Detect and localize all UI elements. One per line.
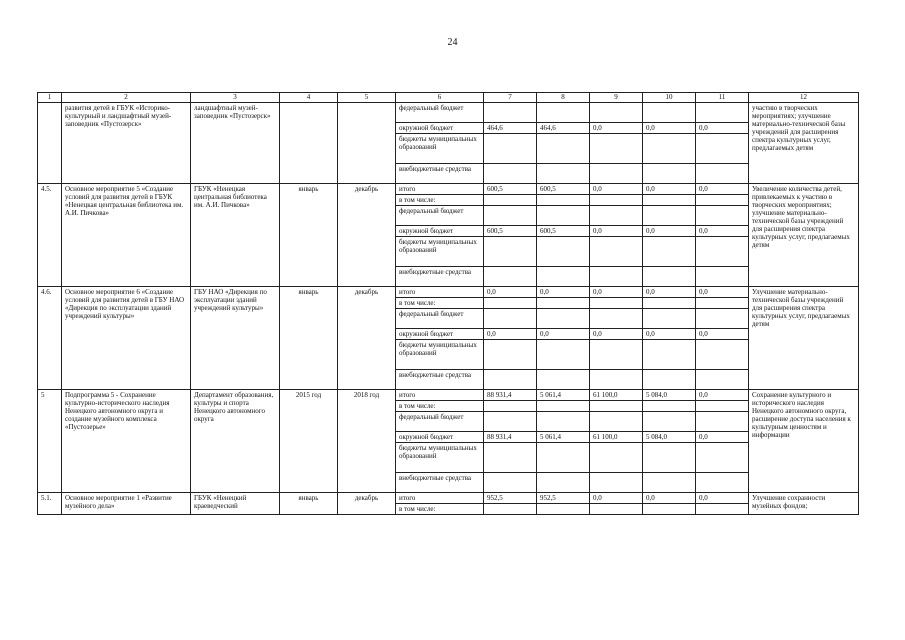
amount-cell-11 [696, 443, 749, 473]
amount-cell-10 [643, 237, 696, 267]
amount-cell-10 [643, 103, 696, 123]
block-col5: 2018 год [338, 390, 396, 493]
amount-cell-10 [643, 443, 696, 473]
block-col4: январь [280, 287, 338, 390]
amount-cell-10: 0,0 [643, 123, 696, 134]
amount-cell-11: 0,0 [696, 123, 749, 134]
amount-cell-11 [696, 401, 749, 412]
amount-cell-9 [590, 237, 643, 267]
header-cell-4: 4 [280, 93, 338, 103]
header-cell-1: 1 [38, 93, 62, 103]
amount-cell-7: 0,0 [484, 329, 537, 340]
block-col2: Основное мероприятие 6 «Создание условий для развития детей в ГБУ НАО «Дирекция по эксплуатации зданий учреждений культуры» [62, 287, 191, 390]
amount-cell-11: 0,0 [696, 493, 749, 504]
amount-cell-11 [696, 309, 749, 329]
funding-source: окружной бюджет [396, 226, 484, 237]
funding-source: федеральный бюджет [396, 206, 484, 226]
amount-cell-7 [484, 504, 537, 515]
amount-cell-7 [484, 340, 537, 370]
table-row [38, 493, 859, 504]
block-result: участию в творческих мероприятиях; улучшение материально-технической базы учреждений для расширения спектра культурных услуг, предлагаемых детям [749, 103, 859, 184]
header-cell-9: 9 [590, 93, 643, 103]
header-cell-3: 3 [191, 93, 280, 103]
amount-cell-8 [537, 412, 590, 432]
amount-cell-8 [537, 103, 590, 123]
amount-cell-7: 600,5 [484, 184, 537, 195]
block-col2: Подпрограмма 5 - Сохранение культурно-исторического наследия Ненецкого автономного округа и создание музейного комплекса «Пустозерье» [62, 390, 191, 493]
amount-cell-8 [537, 340, 590, 370]
amount-cell-7 [484, 206, 537, 226]
amount-cell-10 [643, 298, 696, 309]
amount-cell-8 [537, 206, 590, 226]
header-cell-10: 10 [643, 93, 696, 103]
amount-cell-10 [643, 164, 696, 184]
header-row [38, 93, 859, 103]
header-cell-5: 5 [338, 93, 396, 103]
block-result: Улучшение материально-технической базы учреждений для расширения спектра культурных услуг, предлагаемых детям [749, 287, 859, 390]
amount-cell-8 [537, 309, 590, 329]
block-col3: ГБУ НАО «Дирекция по эксплуатации зданий учреждений культуры» [191, 287, 280, 390]
amount-cell-11 [696, 370, 749, 390]
funding-source: в том числе: [396, 298, 484, 309]
funding-source: в том числе: [396, 401, 484, 412]
amount-cell-9 [590, 267, 643, 287]
amount-cell-10: 0,0 [643, 287, 696, 298]
amount-cell-10 [643, 206, 696, 226]
amount-cell-9 [590, 504, 643, 515]
amount-cell-9 [590, 370, 643, 390]
amount-cell-8: 952,5 [537, 493, 590, 504]
amount-cell-8: 5 061,4 [537, 390, 590, 401]
block-result: Сохранение культурного и исторического наследия Ненецкого автономного округа, расширение доступа населения к культурным ценностям и информации [749, 390, 859, 493]
block-col4: 2015 год [280, 390, 338, 493]
amount-cell-10: 0,0 [643, 184, 696, 195]
amount-cell-9 [590, 443, 643, 473]
amount-cell-11: 0,0 [696, 432, 749, 443]
block-col4: январь [280, 184, 338, 287]
amount-cell-9 [590, 164, 643, 184]
amount-cell-7: 88 931,4 [484, 432, 537, 443]
table-row [38, 103, 859, 123]
block-col1: 5 [38, 390, 62, 493]
amount-cell-9 [590, 401, 643, 412]
amount-cell-10 [643, 195, 696, 206]
block-result: Улучшение сохранности музейных фондов; [749, 493, 859, 515]
funding-source: в том числе: [396, 195, 484, 206]
amount-cell-7 [484, 134, 537, 164]
block-col3: ландшафтный музей-заповедник «Пустозерск» [191, 103, 280, 184]
funding-source: окружной бюджет [396, 432, 484, 443]
amount-cell-8 [537, 164, 590, 184]
block-col4 [280, 103, 338, 184]
amount-cell-10 [643, 340, 696, 370]
funding-source: внебюджетные средства [396, 164, 484, 184]
table-row [38, 287, 859, 298]
header-cell-6: 6 [396, 93, 484, 103]
amount-cell-7: 0,0 [484, 287, 537, 298]
block-col2: развития детей в ГБУК «Историко-культурный и ландшафтный музей-заповедник «Пустозерск» [62, 103, 191, 184]
amount-cell-7 [484, 237, 537, 267]
amount-cell-9 [590, 298, 643, 309]
amount-cell-9 [590, 340, 643, 370]
funding-source: итого [396, 287, 484, 298]
amount-cell-10 [643, 267, 696, 287]
block-result: Увеличение количества детей, привлекаемых к участию в творческих мероприятиях; улучшение материально-технической базы учреждений для расширения спектра культурных услуг, предлагаемых детям [749, 184, 859, 287]
funding-source: внебюджетные средства [396, 267, 484, 287]
header-cell-7: 7 [484, 93, 537, 103]
amount-cell-9: 0,0 [590, 226, 643, 237]
block-col5: декабрь [338, 493, 396, 515]
funding-source: итого [396, 390, 484, 401]
amount-cell-8: 600,5 [537, 226, 590, 237]
amount-cell-10: 5 084,0 [643, 390, 696, 401]
amount-cell-10 [643, 134, 696, 164]
amount-cell-10 [643, 412, 696, 432]
amount-cell-9: 0,0 [590, 287, 643, 298]
block-col4: январь [280, 493, 338, 515]
amount-cell-10 [643, 309, 696, 329]
amount-cell-7: 464,6 [484, 123, 537, 134]
funding-source: окружной бюджет [396, 123, 484, 134]
amount-cell-9: 0,0 [590, 493, 643, 504]
amount-cell-8 [537, 370, 590, 390]
amount-cell-8: 0,0 [537, 287, 590, 298]
amount-cell-8: 600,5 [537, 184, 590, 195]
block-col3: ГБУК «Ненецкая центральная библиотека им. А.И. Пичкова» [191, 184, 280, 287]
amount-cell-11 [696, 340, 749, 370]
funding-source: в том числе: [396, 504, 484, 515]
amount-cell-11 [696, 412, 749, 432]
table-row [38, 184, 859, 195]
funding-source: федеральный бюджет [396, 103, 484, 123]
amount-cell-7 [484, 298, 537, 309]
amount-cell-9 [590, 309, 643, 329]
amount-cell-8 [537, 473, 590, 493]
amount-cell-10 [643, 370, 696, 390]
amount-cell-8 [537, 401, 590, 412]
amount-cell-11: 0,0 [696, 226, 749, 237]
amount-cell-7 [484, 401, 537, 412]
amount-cell-9 [590, 103, 643, 123]
header-cell-12: 12 [749, 93, 859, 103]
amount-cell-7 [484, 370, 537, 390]
header-cell-11: 11 [696, 93, 749, 103]
table-row [38, 390, 859, 401]
amount-cell-8 [537, 195, 590, 206]
block-col5 [338, 103, 396, 184]
amount-cell-11 [696, 164, 749, 184]
amount-cell-7 [484, 412, 537, 432]
amount-cell-8 [537, 237, 590, 267]
amount-cell-7: 952,5 [484, 493, 537, 504]
amount-cell-9 [590, 206, 643, 226]
amount-cell-9 [590, 473, 643, 493]
header-cell-2: 2 [62, 93, 191, 103]
block-col3: ГБУК «Ненецкий краеведческий [191, 493, 280, 515]
amount-cell-11 [696, 237, 749, 267]
amount-cell-7 [484, 309, 537, 329]
funding-source: бюджеты муниципальных образований [396, 443, 484, 473]
amount-cell-10: 0,0 [643, 329, 696, 340]
funding-source: итого [396, 493, 484, 504]
amount-cell-9: 61 100,0 [590, 432, 643, 443]
amount-cell-8: 0,0 [537, 329, 590, 340]
amount-cell-9: 0,0 [590, 329, 643, 340]
block-col2: Основное мероприятие 5 «Создание условий для развития детей в ГБУК «Ненецкая центральная библиотека им. А.И. Пичкова» [62, 184, 191, 287]
amount-cell-7 [484, 267, 537, 287]
amount-cell-10: 0,0 [643, 493, 696, 504]
block-col5: декабрь [338, 184, 396, 287]
amount-cell-11 [696, 195, 749, 206]
funding-source: бюджеты муниципальных образований [396, 134, 484, 164]
block-col1: 5.1. [38, 493, 62, 515]
amount-cell-11 [696, 267, 749, 287]
amount-cell-11: 0,0 [696, 390, 749, 401]
amount-cell-8 [537, 504, 590, 515]
block-col3: Департамент образования, культуры и спорта Ненецкого автономного округа [191, 390, 280, 493]
block-col1: 4.5. [38, 184, 62, 287]
amount-cell-11: 0,0 [696, 287, 749, 298]
funding-source: внебюджетные средства [396, 370, 484, 390]
funding-source: федеральный бюджет [396, 412, 484, 432]
amount-cell-9: 0,0 [590, 123, 643, 134]
amount-cell-7 [484, 473, 537, 493]
amount-cell-9 [590, 195, 643, 206]
amount-cell-8 [537, 443, 590, 473]
amount-cell-9: 0,0 [590, 184, 643, 195]
page-number: 24 [447, 37, 458, 48]
budget-table [37, 92, 859, 515]
amount-cell-7 [484, 443, 537, 473]
amount-cell-9 [590, 134, 643, 164]
amount-cell-10: 5 084,0 [643, 432, 696, 443]
amount-cell-11: 0,0 [696, 329, 749, 340]
amount-cell-9 [590, 412, 643, 432]
amount-cell-8 [537, 267, 590, 287]
amount-cell-8: 464,6 [537, 123, 590, 134]
amount-cell-7 [484, 103, 537, 123]
funding-source: бюджеты муниципальных образований [396, 340, 484, 370]
block-col5: декабрь [338, 287, 396, 390]
amount-cell-11 [696, 134, 749, 164]
funding-source: бюджеты муниципальных образований [396, 237, 484, 267]
amount-cell-11 [696, 473, 749, 493]
amount-cell-10 [643, 504, 696, 515]
amount-cell-7: 600,5 [484, 226, 537, 237]
amount-cell-10 [643, 401, 696, 412]
amount-cell-8: 5 061,4 [537, 432, 590, 443]
block-col1 [38, 103, 62, 184]
amount-cell-8 [537, 298, 590, 309]
amount-cell-7 [484, 195, 537, 206]
amount-cell-11 [696, 103, 749, 123]
amount-cell-11 [696, 504, 749, 515]
funding-source: окружной бюджет [396, 329, 484, 340]
header-cell-8: 8 [537, 93, 590, 103]
amount-cell-9: 61 100,0 [590, 390, 643, 401]
amount-cell-8 [537, 134, 590, 164]
funding-source: федеральный бюджет [396, 309, 484, 329]
amount-cell-11 [696, 206, 749, 226]
funding-source: итого [396, 184, 484, 195]
block-col1: 4.6. [38, 287, 62, 390]
amount-cell-7 [484, 164, 537, 184]
block-col2: Основное мероприятие 1 «Развитие музейного дела» [62, 493, 191, 515]
funding-source: внебюджетные средства [396, 473, 484, 493]
amount-cell-10 [643, 473, 696, 493]
amount-cell-10: 0,0 [643, 226, 696, 237]
amount-cell-11: 0,0 [696, 184, 749, 195]
amount-cell-11 [696, 298, 749, 309]
amount-cell-7: 88 931,4 [484, 390, 537, 401]
